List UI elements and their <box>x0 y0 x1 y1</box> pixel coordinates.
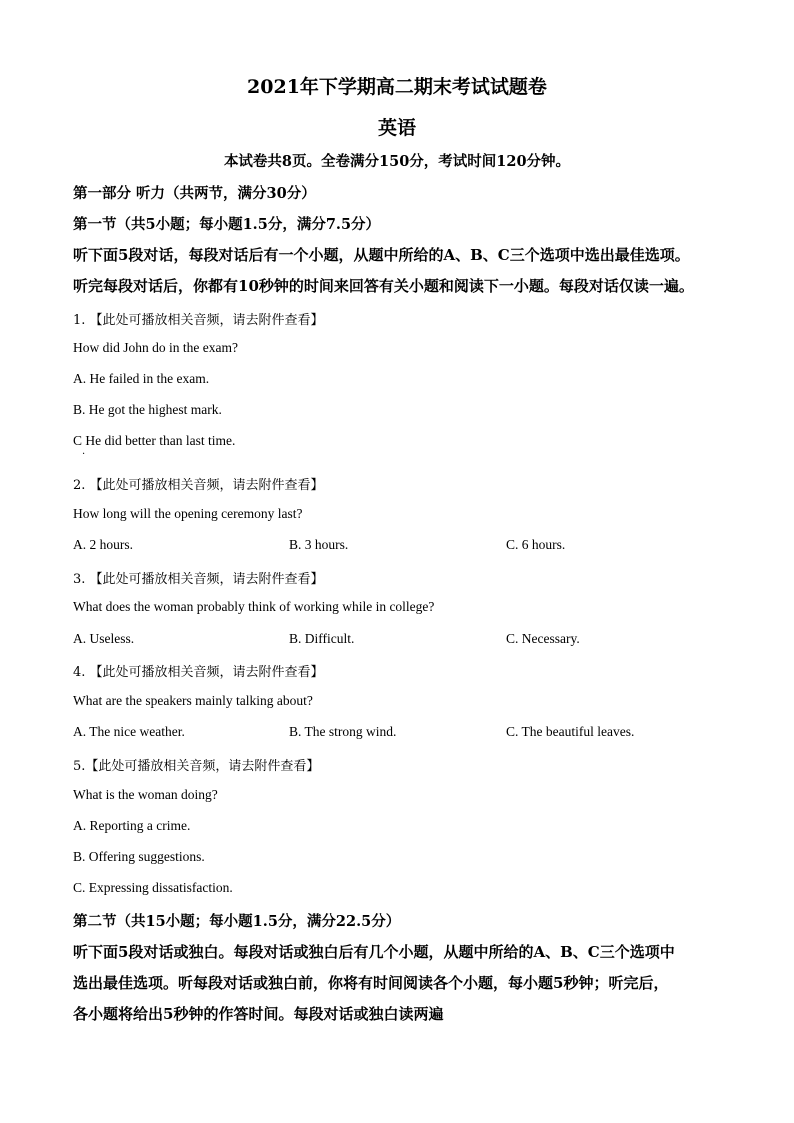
subject-title: 英语 <box>377 117 416 139</box>
section1-instruction-line: 听下面5段对话，每段对话后有一个小题，从题中所给的A、B、C三个选项中选出最佳选项。 <box>73 246 690 264</box>
option-c: C. Expressing dissatisfaction. <box>73 880 233 895</box>
option-a: A. 2 hours. <box>73 537 133 552</box>
option-a: A. He failed in the exam. <box>73 371 210 386</box>
question-stem: What is the woman doing? <box>73 787 218 802</box>
option-b: B. He got the highest mark. <box>73 402 222 417</box>
option-c: C. 6 hours. <box>506 537 566 552</box>
option-a: A. Useless. <box>73 631 135 646</box>
question-stem: How long will the opening ceremony last? <box>73 506 303 521</box>
question-label: 3. 【此处可播放相关音频，请去附件查看】 <box>73 572 324 587</box>
section2-heading: 第二节（共15小题；每小题1.5分，满分22.5分） <box>73 913 401 930</box>
question-label: 2. 【此处可播放相关音频，请去附件查看】 <box>73 478 324 493</box>
option-b: B. 3 hours. <box>289 537 349 552</box>
question-label: 5.【此处可播放相关音频，请去附件查看】 <box>73 759 320 774</box>
option-a: A. Reporting a crime. <box>73 818 191 833</box>
option-c: C He did better than last time. <box>73 433 236 448</box>
part1-heading: 第一部分 听力（共两节，满分30分） <box>73 185 316 202</box>
option-a: A. The nice weather. <box>73 724 185 739</box>
section2-instruction-line: 选出最佳选项。听每段对话或独白前，你将有时间阅读各个小题，每小题5秒钟；听完后， <box>73 974 669 992</box>
page-title: 2021年下学期高二期末考试试题卷 <box>247 76 547 98</box>
option-b: B. Offering suggestions. <box>73 849 205 864</box>
option-c: C. Necessary. <box>506 631 580 646</box>
option-c: C. The beautiful leaves. <box>506 724 635 739</box>
stray-dot: . <box>82 446 86 457</box>
section2-instruction-line: 各小题将给出5秒钟的作答时间。每段对话或独白读两遍 <box>73 1005 444 1023</box>
section2-instruction-line: 听下面5段对话或独白。每段对话或独白后有几个小题，从题中所给的A、B、C三个选项中 <box>73 943 675 961</box>
section1-heading: 第一节（共5小题；每小题1.5分，满分7.5分） <box>73 216 381 233</box>
question-stem: What are the speakers mainly talking about? <box>73 693 313 708</box>
question-label: 1. 【此处可播放相关音频，请去附件查看】 <box>73 313 324 328</box>
section1-instruction-line: 听完每段对话后，你都有10秒钟的时间来回答有关小题和阅读下一小题。每段对话仅读一遍。 <box>73 277 694 295</box>
exam-note: 本试卷共8页。全卷满分150分，考试时间120分钟。 <box>223 153 571 170</box>
option-b: B. Difficult. <box>289 631 355 646</box>
option-b: B. The strong wind. <box>289 724 397 739</box>
question-stem: What does the woman probably think of working while in college? <box>73 599 435 614</box>
question-stem: How did John do in the exam? <box>73 340 238 355</box>
question-label: 4. 【此处可播放相关音频，请去附件查看】 <box>73 665 324 680</box>
